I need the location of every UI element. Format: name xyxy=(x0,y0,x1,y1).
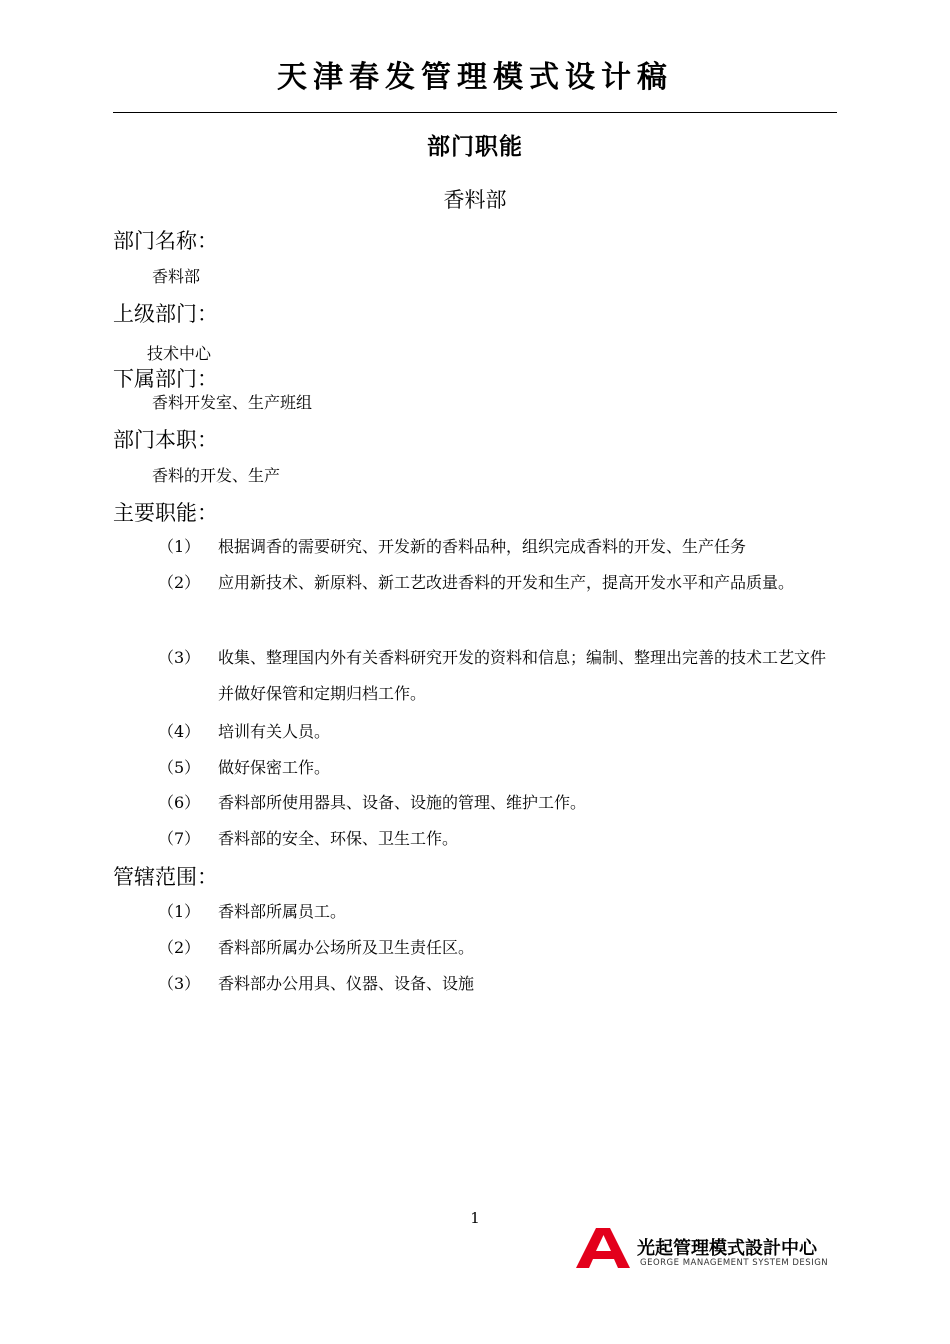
item-text: 香料部办公用具、仪器、设备、设施 xyxy=(218,974,475,993)
header-title: 天津春发管理模式设计稿 xyxy=(277,60,673,95)
item-number: （1） xyxy=(158,537,201,556)
section-heading-scope: 管辖范围： xyxy=(113,865,218,889)
item-text: 应用新技术、新原料、新工艺改进香料的开发和生产，提高开发水平和产品质量。 xyxy=(218,573,795,592)
item-number: （3） xyxy=(158,974,201,993)
header-rule xyxy=(113,112,837,113)
function-item xyxy=(158,750,838,786)
section-heading-superior: 上级部门： xyxy=(113,302,218,326)
function-item xyxy=(158,565,838,601)
item-text: 做好保密工作。 xyxy=(218,758,331,777)
section-heading-name: 部门名称： xyxy=(113,229,218,253)
item-text: 香料部所使用器具、设备、设施的管理、维护工作。 xyxy=(218,793,587,812)
logo-a-icon xyxy=(574,1226,632,1270)
function-item xyxy=(158,640,838,712)
item-number: （6） xyxy=(158,793,201,812)
section-value-duty: 香料的开发、生产 xyxy=(152,466,281,485)
item-number: （3） xyxy=(158,648,201,667)
scope-item xyxy=(158,930,838,966)
item-text: 香料部的安全、环保、卫生工作。 xyxy=(218,829,459,848)
item-text: 培训有关人员。 xyxy=(218,722,331,741)
department-title: 香料部 xyxy=(443,188,507,212)
page-number: 1 xyxy=(470,1209,480,1227)
section-heading-subordinate: 下属部门： xyxy=(113,367,218,391)
scope-item xyxy=(158,894,838,930)
logo-english-name: GEORGE MANAGEMENT SYSTEM DESIGN xyxy=(640,1258,829,1268)
section-value-superior: 技术中心 xyxy=(147,344,212,363)
scope-item xyxy=(158,966,838,1002)
item-text: 根据调香的需要研究、开发新的香料品种，组织完成香料的开发、生产任务 xyxy=(218,537,747,556)
item-number: （5） xyxy=(158,758,201,777)
logo-chinese-name: 光起管理模式設計中心 xyxy=(637,1238,817,1259)
function-item xyxy=(158,714,838,750)
item-number: （2） xyxy=(158,938,201,957)
item-number: （1） xyxy=(158,902,201,921)
function-item xyxy=(158,785,838,821)
item-text: 香料部所属员工。 xyxy=(218,902,347,921)
item-number: （2） xyxy=(158,573,201,592)
item-text: 香料部所属办公场所及卫生责任区。 xyxy=(218,938,475,957)
section-heading-duty: 部门本职： xyxy=(113,428,218,452)
section-value-name: 香料部 xyxy=(152,267,201,286)
item-number: （4） xyxy=(158,722,201,741)
item-number: （7） xyxy=(158,829,201,848)
function-item xyxy=(158,529,838,565)
function-item xyxy=(158,821,838,857)
section-value-subordinate: 香料开发室、生产班组 xyxy=(152,393,313,412)
section-heading-functions: 主要职能： xyxy=(113,501,218,525)
footer-logo xyxy=(574,1226,839,1272)
item-text: 收集、整理国内外有关香料研究开发的资料和信息；编制、整理出完善的技术工艺文件并做好保管和定期归档工作。 xyxy=(218,648,827,703)
document-title: 部门职能 xyxy=(427,134,523,160)
